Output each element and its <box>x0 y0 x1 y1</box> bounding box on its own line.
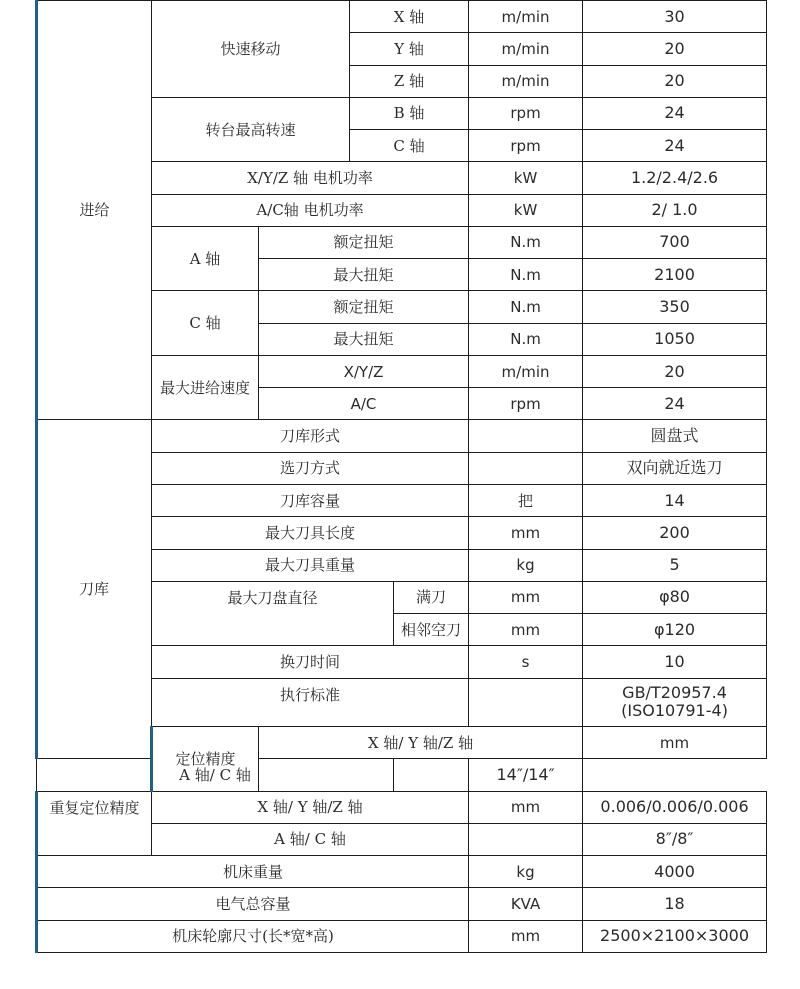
ac-motor-unit: kW <box>469 194 583 226</box>
standard-value-line2: (ISO10791-4) <box>621 701 728 721</box>
c-axis-rated-torque-value: 350 <box>583 291 767 323</box>
ac-motor-label: A/C轴 电机功率 <box>152 194 469 226</box>
max-tool-length-unit: mm <box>469 517 583 549</box>
a-axis-max-torque-unit: N.m <box>469 259 583 291</box>
machine-weight-unit: kg <box>469 856 583 888</box>
c-axis-max-torque-label: 最大扭矩 <box>259 323 469 355</box>
disc-full-label: 满刀 <box>394 581 469 613</box>
dimensions-label: 机床轮廓尺寸(长*宽*高) <box>37 920 469 952</box>
tool-select-value: 双向就近选刀 <box>583 452 767 484</box>
magazine-type-value: 圆盘式 <box>583 420 767 452</box>
c-axis-label: C 轴 <box>152 291 259 356</box>
a-axis-rated-torque-value: 700 <box>583 226 767 258</box>
tool-select-label: 选刀方式 <box>152 452 469 484</box>
positioning-linear-label: X 轴/ Y 轴/Z 轴 <box>259 726 583 758</box>
spec-table <box>35 0 767 953</box>
rapid-z-value: 20 <box>583 65 767 97</box>
disc-full-unit: mm <box>469 581 583 613</box>
xyz-motor-unit: kW <box>469 162 583 194</box>
a-axis-rated-torque-label: 额定扭矩 <box>259 226 469 258</box>
a-axis-max-torque-label: 最大扭矩 <box>259 259 469 291</box>
rapid-y-unit: m/min <box>469 33 583 65</box>
dimensions-value: 2500×2100×3000 <box>583 920 767 952</box>
power-capacity-label: 电气总容量 <box>37 888 469 920</box>
rapid-group-label: 快速移动 <box>152 1 350 98</box>
c-axis-rated-torque-label: 额定扭矩 <box>259 291 469 323</box>
max-feed-xyz-value: 20 <box>583 355 767 387</box>
tool-select-unit <box>469 452 583 484</box>
max-feed-label: 最大进给速度 <box>152 355 259 420</box>
repeat-accuracy-label: 重复定位精度 <box>37 791 152 856</box>
max-disc-diameter-label: 最大刀盘直径 <box>152 581 394 646</box>
c-axis-max-torque-value: 1050 <box>583 323 767 355</box>
magazine-type-unit <box>469 420 583 452</box>
rapid-z-axis: Z 轴 <box>350 65 469 97</box>
rapid-x-value: 30 <box>583 1 767 33</box>
ac-motor-value: 2/ 1.0 <box>583 194 767 226</box>
rapid-x-unit: m/min <box>469 1 583 33</box>
rapid-x-axis: X 轴 <box>350 1 469 33</box>
disc-full-value: φ80 <box>583 581 767 613</box>
repeat-rotary-unit <box>469 823 583 855</box>
rapid-y-axis: Y 轴 <box>350 33 469 65</box>
max-tool-length-value: 200 <box>583 517 767 549</box>
positioning-rotary-unit <box>394 759 469 791</box>
a-axis-max-torque-value: 2100 <box>583 259 767 291</box>
turntable-b-value: 24 <box>583 97 767 129</box>
section-feed: 进给 <box>37 1 152 420</box>
xyz-motor-label: X/Y/Z 轴 电机功率 <box>152 162 469 194</box>
tool-change-time-unit: s <box>469 646 583 678</box>
machine-weight-value: 4000 <box>583 856 767 888</box>
standard-unit <box>469 678 583 726</box>
max-feed-ac-label: A/C <box>259 388 469 420</box>
disc-adjacent-empty-value: φ120 <box>583 614 767 646</box>
rapid-z-unit: m/min <box>469 65 583 97</box>
a-axis-label: A 轴 <box>152 226 259 291</box>
xyz-motor-value: 1.2/2.4/2.6 <box>583 162 767 194</box>
positioning-linear-unit: mm <box>583 726 767 758</box>
magazine-capacity-value: 14 <box>583 484 767 516</box>
magazine-capacity-unit: 把 <box>469 484 583 516</box>
max-feed-ac-value: 24 <box>583 388 767 420</box>
dimensions-unit: mm <box>469 920 583 952</box>
section-magazine: 刀库 <box>37 420 152 759</box>
tool-change-time-label: 换刀时间 <box>152 646 469 678</box>
power-capacity-unit: KVA <box>469 888 583 920</box>
power-capacity-value: 18 <box>583 888 767 920</box>
magazine-capacity-label: 刀库容量 <box>152 484 469 516</box>
c-axis-rated-torque-unit: N.m <box>469 291 583 323</box>
tool-change-time-value: 10 <box>583 646 767 678</box>
positioning-rotary-label: A 轴/ C 轴 <box>37 759 394 791</box>
disc-adjacent-empty-unit: mm <box>469 614 583 646</box>
standard-value <box>583 678 767 726</box>
max-feed-ac-unit: rpm <box>469 388 583 420</box>
max-tool-length-label: 最大刀具长度 <box>152 517 469 549</box>
a-axis-rated-torque-unit: N.m <box>469 226 583 258</box>
repeat-rotary-label: A 轴/ C 轴 <box>152 823 469 855</box>
c-axis-max-torque-unit: N.m <box>469 323 583 355</box>
standard-label: 执行标准 <box>152 678 469 726</box>
repeat-linear-label: X 轴/ Y 轴/Z 轴 <box>152 791 469 823</box>
turntable-group-label: 转台最高转速 <box>152 97 350 162</box>
standard-value-line1: GB/T20957.4 <box>622 683 727 703</box>
positioning-accuracy-label: 定位精度 <box>152 726 259 791</box>
machine-weight-label: 机床重量 <box>37 856 469 888</box>
max-tool-weight-value: 5 <box>583 549 767 581</box>
turntable-b-axis: B 轴 <box>350 97 469 129</box>
repeat-rotary-value: 8″/8″ <box>583 823 767 855</box>
turntable-c-value: 24 <box>583 130 767 162</box>
magazine-type-label: 刀库形式 <box>152 420 469 452</box>
turntable-c-unit: rpm <box>469 130 583 162</box>
disc-adjacent-empty-label: 相邻空刀 <box>394 614 469 646</box>
repeat-linear-value: 0.006/0.006/0.006 <box>583 791 767 823</box>
positioning-rotary-value: 14″/14″ <box>469 759 583 791</box>
max-tool-weight-unit: kg <box>469 549 583 581</box>
max-tool-weight-label: 最大刀具重量 <box>152 549 469 581</box>
repeat-linear-unit: mm <box>469 791 583 823</box>
max-feed-xyz-label: X/Y/Z <box>259 355 469 387</box>
turntable-c-axis: C 轴 <box>350 130 469 162</box>
rapid-y-value: 20 <box>583 33 767 65</box>
max-feed-xyz-unit: m/min <box>469 355 583 387</box>
turntable-b-unit: rpm <box>469 97 583 129</box>
